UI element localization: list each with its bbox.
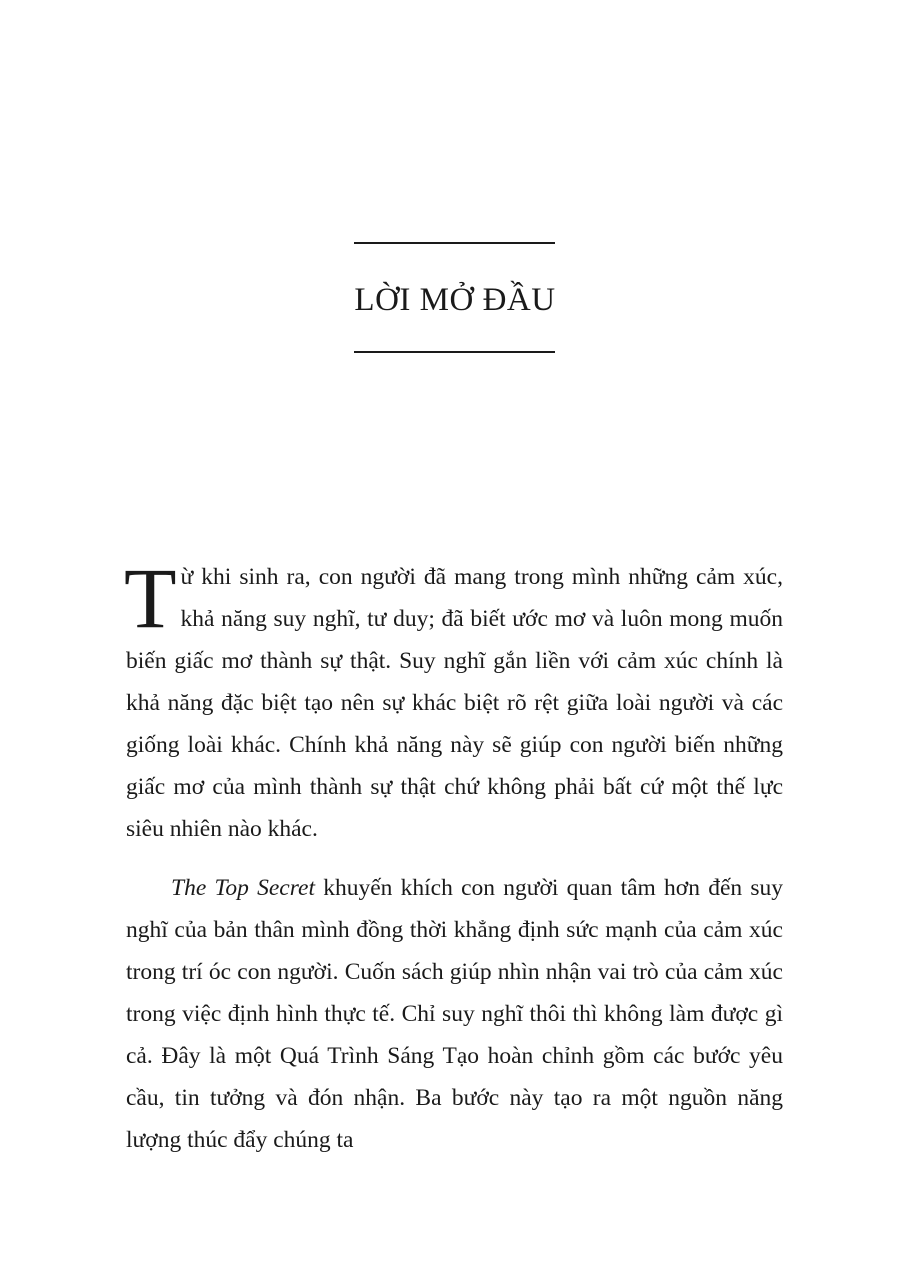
paragraph-2-text: khuyến khích con người quan tâm hơn đến suy nghĩ của bản thân mình đồng thời khẳng định sức mạnh của cảm xúc trong trí óc con người. Cuốn sách giúp nhìn nhận vai trò của cảm xúc trong việc định hình thực tế. Chỉ suy nghĩ thôi thì không làm được gì cả. Đây là một Quá Trình Sáng Tạo hoàn chỉnh gồm các bước yêu cầu, tin tưởng và đón nhận. Ba bước này tạo ra một nguồn năng lượng thúc đẩy chúng ta <box>126 875 784 1153</box>
chapter-title: LỜI MỞ ĐẦU <box>354 282 556 318</box>
paragraph-2 <box>126 867 783 1161</box>
title-top-rule <box>354 242 555 244</box>
paragraph-1 <box>124 550 783 850</box>
paragraph-1-text: ừ khi sinh ra, con người đã mang trong mình những cảm xúc, khả năng suy nghĩ, tư duy; đã biết ước mơ và luôn mong muốn biến giấc mơ thành sự thật. Suy nghĩ gắn liền với cảm xúc chính là khả năng đặc biệt tạo nên sự khác biệt rõ rệt giữa loài người và các giống loài khác. Chính khả năng này sẽ giúp con người biến những giấc mơ của mình thành sự thật chứ không phải bất cứ một thế lực siêu nhiên nào khác. <box>126 564 783 842</box>
drop-cap: T <box>124 550 177 646</box>
title-bottom-rule <box>354 351 555 353</box>
book-title: The Top Secret <box>171 875 315 901</box>
